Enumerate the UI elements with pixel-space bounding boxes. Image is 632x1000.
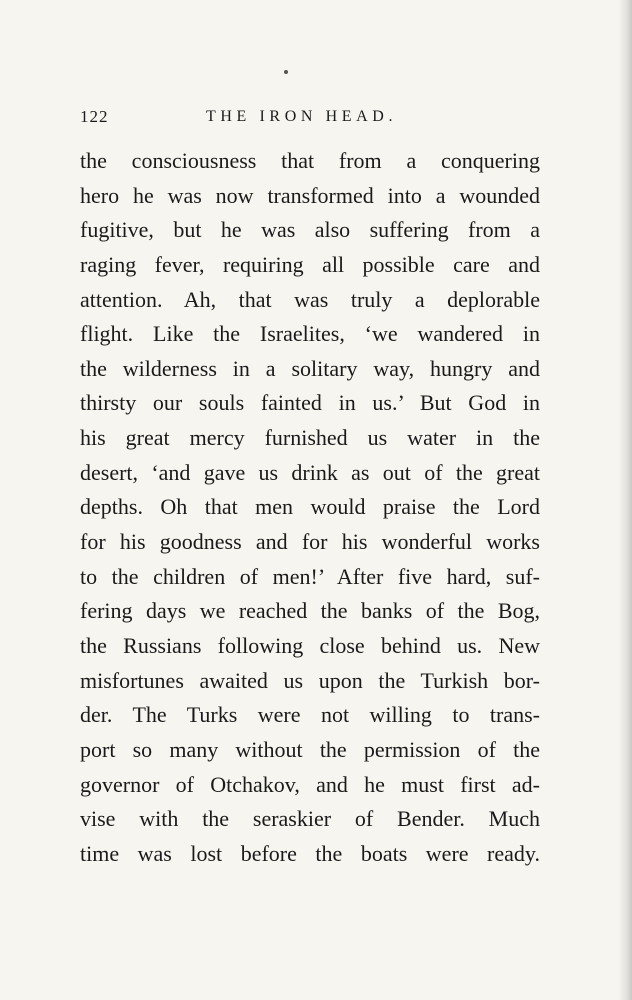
running-head (80, 105, 540, 129)
text-line: thirsty our souls fainted in us.’ But God in (80, 390, 540, 416)
text-line: to the children of men!’ After five hard, suf- (80, 563, 540, 589)
text-line: vise with the seraskier of Bender. Much (80, 806, 540, 832)
page-edge-shadow (618, 0, 632, 1000)
text-line: desert, ‘and gave us drink as out of the great (80, 459, 540, 485)
text-line: attention. Ah, that was truly a deplorable (80, 286, 540, 312)
text-line: raging fever, requiring all possible care and (80, 251, 540, 277)
text-line: governor of Otchakov, and he must first ad- (80, 771, 540, 797)
text-line: time was lost before the boats were ready. (80, 840, 540, 866)
body-text (80, 144, 540, 871)
text-line: the Russians following close behind us. New (80, 632, 540, 658)
text-line: der. The Turks were not willing to trans- (80, 702, 540, 728)
text-line: flight. Like the Israelites, ‘we wandered in (80, 321, 540, 347)
text-line: fugitive, but he was also suffering from a (80, 217, 540, 243)
text-line: for his goodness and for his wonderful works (80, 529, 540, 555)
text-line: the consciousness that from a conquering (80, 148, 540, 173)
print-speck (284, 70, 288, 74)
text-line: his great mercy furnished us water in the (80, 425, 540, 451)
page-number: 122 (80, 107, 109, 126)
text-line: depths. Oh that men would praise the Lord (80, 494, 540, 520)
text-line: the wilderness in a solitary way, hungry and (80, 355, 540, 381)
running-title: THE IRON HEAD. (206, 108, 398, 125)
text-line: hero he was now transformed into a wounded (80, 182, 540, 208)
text-line: fering days we reached the banks of the Bog, (80, 598, 540, 624)
text-line: misfortunes awaited us upon the Turkish bor- (80, 667, 540, 693)
text-line: port so many without the permission of the (80, 736, 540, 762)
